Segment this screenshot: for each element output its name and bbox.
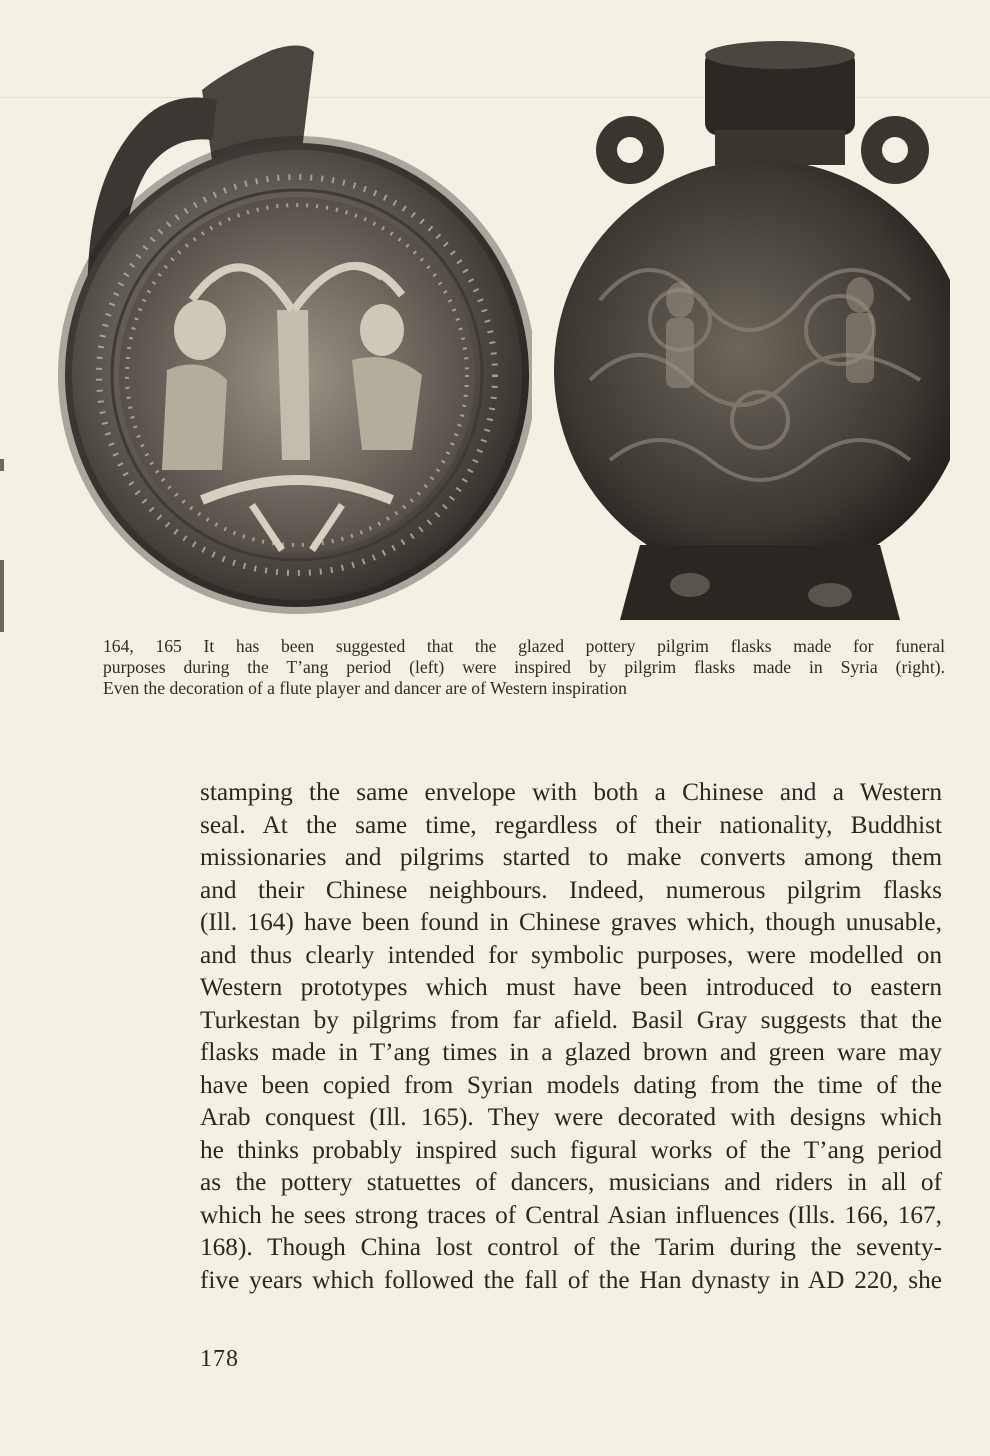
body-line: which he sees strong traces of Central Asian influences (Ills. 166, 167,: [200, 1200, 942, 1229]
body-line: flasks made in T’ang times in a glazed brown and green ware may: [200, 1038, 942, 1066]
body-line: five years which followed the fall of the Han dynasty in AD 220, she: [200, 1265, 942, 1294]
pilgrim-flask-tang-icon: [52, 30, 532, 620]
body-line: (Ill. 164) have been found in Chinese graves which, though unusable,: [200, 908, 942, 936]
body-line: 168). Though China lost control of the Tarim during the seventy-: [200, 1233, 942, 1261]
caption-line-2: purposes during the T’ang period (left) were inspired by pilgrim flasks made in Syria (right).: [103, 657, 945, 677]
caption-numbers: 164, 165: [103, 636, 182, 656]
body-line: as the pottery statuettes of dancers, musicians and riders in all of: [200, 1168, 942, 1196]
margin-mark: [0, 560, 4, 632]
body-line: Western prototypes which must have been introduced to eastern: [200, 973, 942, 1001]
figure-caption: [103, 636, 945, 699]
body-line: seal. At the same time, regardless of their nationality, Buddhist: [200, 810, 942, 839]
body-line: missionaries and pilgrims started to make converts among them: [200, 843, 942, 871]
right-flask-photo: [540, 40, 950, 630]
body-line: Turkestan by pilgrims from far afield. Basil Gray suggests that the: [200, 1005, 942, 1034]
page-number: 178: [200, 1346, 239, 1372]
pilgrim-flask-syria-icon: [540, 40, 950, 630]
caption-line-3: Even the decoration of a flute player and dancer are of Western inspiration: [103, 678, 627, 698]
body-line: stamping the same envelope with both a Chinese and a Western: [200, 778, 942, 806]
body-line: and thus clearly intended for symbolic purposes, were modelled on: [200, 940, 942, 969]
body-line: have been copied from Syrian models dating from the time of the: [200, 1070, 942, 1099]
body-line: he thinks probably inspired such figural works of the T’ang period: [200, 1135, 942, 1164]
body-line: Arab conquest (Ill. 165). They were decorated with designs which: [200, 1103, 942, 1131]
body-line: and their Chinese neighbours. Indeed, numerous pilgrim flasks: [200, 875, 942, 904]
body-text: [200, 776, 942, 1296]
left-flask-photo: [52, 30, 532, 620]
margin-mark: [0, 459, 4, 471]
caption-line-1: 164, 165 It has been suggested that the glazed pottery pilgrim flasks made for funeral: [103, 636, 946, 656]
